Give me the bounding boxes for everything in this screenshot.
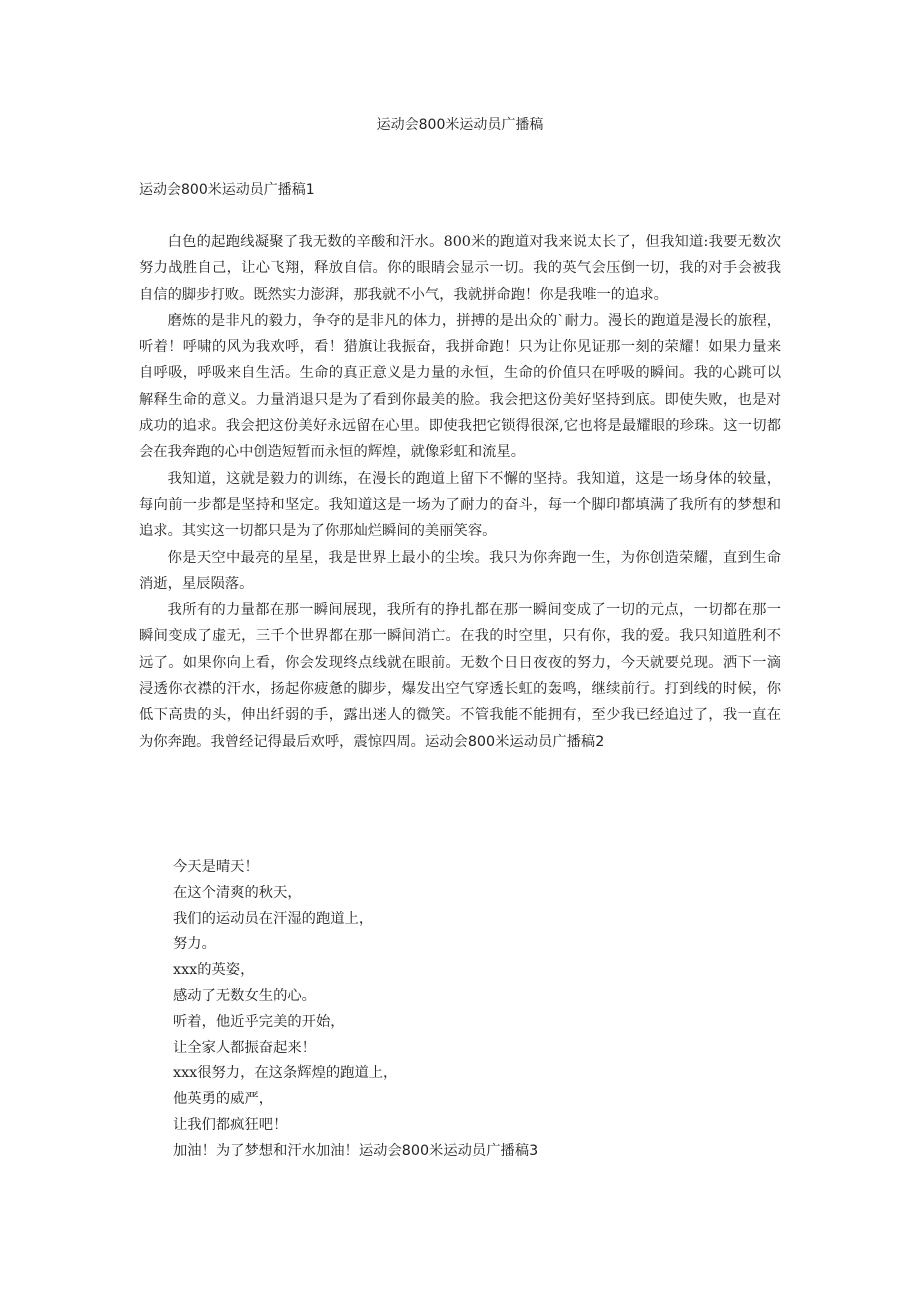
poem-line: 他英勇的威严， <box>173 1091 274 1108</box>
poem-line: 今天是晴天！ <box>173 859 259 875</box>
poem-line: 听着，他近乎完美的开始， <box>173 1013 345 1030</box>
paragraph-5 <box>139 597 781 755</box>
section-heading-3: 运动会800米运动员广播稿3 <box>358 1142 539 1159</box>
paragraph-4: 你是天空中最亮的星星，我是世界上最小的尘埃。我只为你奔跑一生，为你创造荣耀，直到生命消逝，星辰陨落。 <box>139 549 781 592</box>
poem-line: 感动了无数女生的心。 <box>173 987 316 1004</box>
paragraph-5-text: 我所有的力量都在那一瞬间展现，我所有的挣扎都在那一瞬间变成了一切的元点，一切都在那一瞬间变成了虚无，三千个世界都在那一瞬间消亡。在我的时空里，只有你，我的爱。我只知道胜利不远了。如果你向上看，你会发现终点线就在眼前。无数个日日夜夜的努力，今天就要兑现。洒下一滴浸透你衣襟的汗水，扬起你疲惫的脚步，爆发出空气穿透长虹的轰鸣，继续前行。打到线的时候，你低下高贵的头，伸出纤弱的手，露出迷人的微笑。不管我能不能拥有，至少我已经追过了，我一直在为你奔跑。我曾经记得最后欢呼，震惊四周。 <box>139 602 781 750</box>
section-heading-2: 运动会800米运动员广播稿2 <box>424 733 605 750</box>
poem-line: 我们的运动员在汗湿的跑道上， <box>173 910 374 927</box>
paragraph-1: 白色的起跑线凝聚了我无数的辛酸和汗水。800米的跑道对我来说太长了，但我知道:我要无数次努力战胜自己，让心飞翔，释放自信。你的眼睛会显示一切。我的英气会压倒一切，我的对手会被我自信的脚步打败。既然实力澎湃，那我就不小气，我就拼命跑！你是我唯一的追求。 <box>139 234 781 303</box>
poem-line-text: 加油！为了梦想和汗水加油！ <box>173 1142 359 1159</box>
poem-line: 在这个清爽的秋天， <box>173 884 302 901</box>
poem-line-last <box>173 1139 538 1165</box>
section-2-poem <box>173 855 538 1165</box>
section-1-body <box>139 229 781 755</box>
paragraph-2: 磨炼的是非凡的毅力，争夺的是非凡的体力，拼搏的是出众的`耐力。漫长的跑道是漫长的旅程，听着！呼啸的风为我欢呼，看！猎旗让我振奋，我拼命跑！只为让你见证那一刻的荣耀！如果力量来自呼吸，呼吸来自生活。生命的真正意义是力量的永恒，生命的价值只在呼吸的瞬间。我的心跳可以解释生命的意义。力量消退只是为了看到你最美的脸。我会把这份美好坚持到底。即使失败，也是对成功的追求。我会把这份美好永远留在心里。即使我把它锁得很深,它也将是最耀眼的珍珠。这一切都会在我奔跑的心中创造短暂而永恒的辉煌，就像彩虹和流星。 <box>139 312 781 461</box>
poem-line: 让全家人都振奋起来！ <box>173 1039 316 1056</box>
paragraph-3: 我知道，这就是毅力的训练，在漫长的跑道上留下不懈的坚持。我知道，这是一场身体的较量，每向前一步都是坚持和坚定。我知道这是一场为了耐力的奋斗，每一个脚印都填满了我所有的梦想和追求。其实这一切都只是为了你那灿烂瞬间的美丽笑容。 <box>139 470 781 540</box>
poem-line: 让我们都疯狂吧！ <box>173 1116 288 1133</box>
document-title: 运动会800米运动员广播稿 <box>376 117 544 133</box>
poem-line: 努力。 <box>173 936 216 953</box>
section-heading-1: 运动会800米运动员广播稿1 <box>139 182 315 198</box>
poem-line: xxx的英姿， <box>173 962 255 979</box>
poem-line: xxx很努力，在这条辉煌的跑道上， <box>173 1065 398 1082</box>
